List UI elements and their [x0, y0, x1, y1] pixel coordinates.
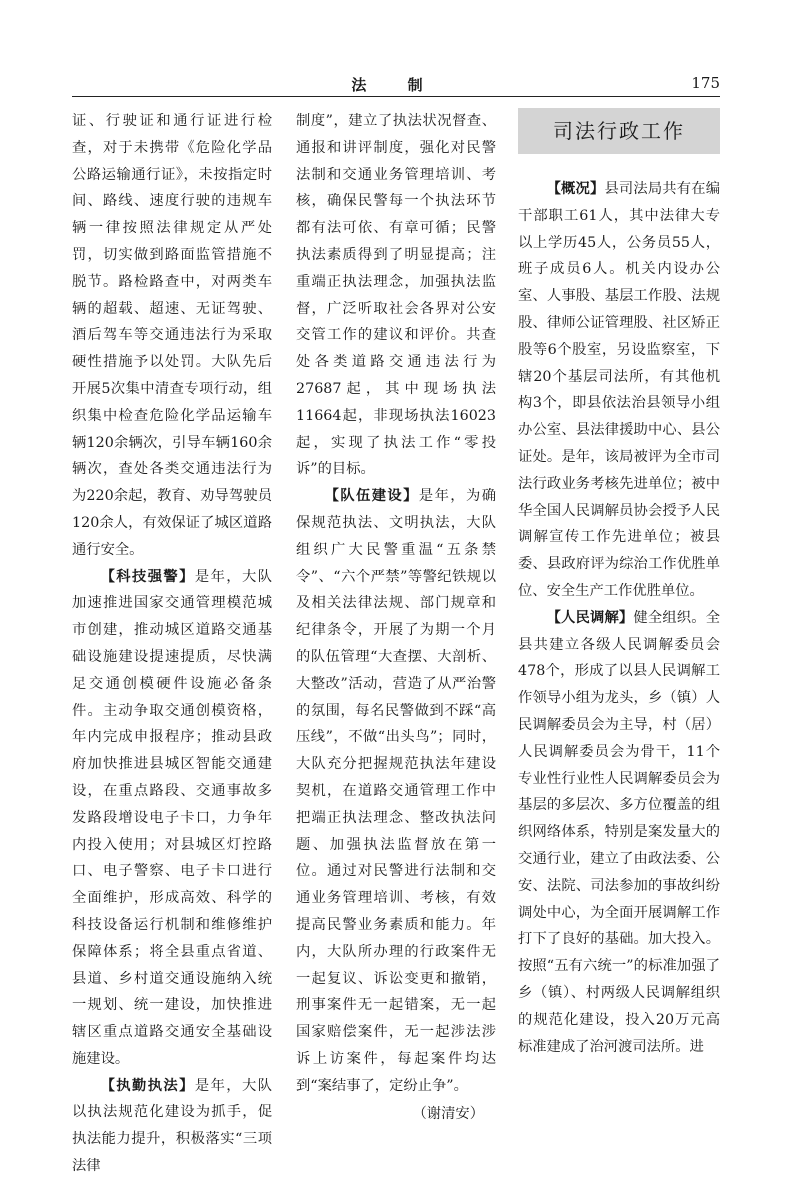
paragraph-team-building-body: 是年，为确保规范执法、文明执法，大队组织广大民警重温“五条禁令”、“六个严禁”等警纪铁规以及相关法律法规、部门规章和纪律条令，开展了为期一个月的队伍管理“大查摆、大剖析、大整改”活动，营造了从严治警的氛围，每名民警做到不踩“高压线”，不做“出头鸟”；同时，大队充分把握规范执法年建设契机，在道路交通管理工作中把端正执法理念、整改执法问题、加强执法监督放在第一位。通过对民警进行法制和交通业务管理培训、考核，有效提高民警业务素质和能力。年内，大队所办理的行政案件无一起复议、诉讼变更和撤销，刑事案件无一起错案，无一起国家赔偿案件，无一起涉法涉诉上访案件，每起案件均达到“案结事了，定纷止争”。: [296, 488, 496, 1094]
header-rule: [72, 96, 720, 97]
paragraph-tech-policing-body: 是年，大队加速推进国家交通管理模范城市创建，推动城区道路交通基础设施建设提速提质，尽快满足交通创模硬件设施必备条件。主动争取交通创模资格，年内完成申报程序；推动县政府加快推进县城区智能交通建设，在重点路段、交通事故多发路段增设电子卡口，力争年内投入使用；对县城区灯控路口、电子警察、电子卡口进行全面维护，形成高效、科学的科技设备运行机制和维修维护保障体系；将全县重点省道、县道、乡村道交通设施纳入统一规划、统一建设，加快推进辖区重点道路交通安全基础设施建设。: [72, 568, 272, 1067]
paragraph-overview: [518, 176, 720, 605]
column-middle: [296, 108, 496, 1128]
subheading-mediation: 【人民调解】: [546, 609, 634, 626]
paragraph-traffic-inspection: 证、行驶证和通行证进行检查，对于未携带《危险化学品公路运输通行证》，未按指定时间、路线、速度行驶的违规车辆一律按照法律规定从严处罚，切实做到路面监管措施不脱节。路检路查中，对两类车辆的超载、超速、无证驾驶、酒后驾车等交通违法行为采取硬性措施予以处罚。大队先后开展5次集中清查专项行动，组织集中检查危险化学品运输车辆120余辆次，引导车辆160余辆次，查处各类交通违法行为为220余起，教育、劝导驾驶员120余人，有效保证了城区道路通行安全。: [72, 113, 272, 558]
column-left: [72, 108, 272, 1180]
subheading-tech-policing: 【科技强警】: [100, 568, 195, 585]
paragraph-team-building: [296, 483, 496, 1099]
paragraph-tech-policing: [72, 564, 272, 1073]
paragraph-mediation-body: 健全组织。全县共建立各级人民调解委员会478个，形成了以县人民调解工作领导小组为龙头，乡（镇）人民调解委员会为主导，村（居）人民调解委员会为骨干，11个专业性行业性人民调解委员会为基层的多层次、多方位覆盖的组织网络体系，特别是案发量大的交通行业，建立了由政法委、公安、法院、司法参加的事故纠纷调处中心，为全面开展调解工作打下了良好的基础。加大投入。按照“五有六统一”的标准加强了乡（镇）、村两级人民调解组织的规范化建设，投入20万元高标准建成了治河渡司法所。进: [518, 609, 721, 1055]
subheading-duty-enforcement: 【执勤执法】: [100, 1077, 195, 1094]
running-header: [72, 68, 720, 94]
column-right: [518, 108, 720, 1060]
subheading-team-building: 【队伍建设】: [324, 488, 419, 505]
paragraph-duty-enforcement: [72, 1073, 272, 1180]
section-title: 司法行政工作: [518, 108, 720, 154]
paragraph-mediation: [518, 605, 720, 1061]
paragraph-overview-body: 县司法局共有在编干部职工61人，其中法律大专以上学历45人，公务员55人，班子成员6人。机关内设办公室、人事股、基层工作股、法规股、律师公证管理股、社区矫正股等6个股室，另设监察室，下辖20个基层司法所，有其他机构3个，即县依法治县领导小组办公室、县法律援助中心、县公证处。是年，该局被评为全市司法行政业务考核先进单位；被中华全国人民调解员协会授予人民调解宣传工作先进单位；被县委、县政府评为综治工作优胜单位、安全生产工作优胜单位。: [518, 181, 721, 599]
paragraph-enforcement-cont: 制度”，建立了执法状况督查、通报和讲评制度，强化对民警法制和交通业务管理培训、考核，确保民警每一个执法环节都有法可依、有章可循；民警执法素质得到了明显提高；注重端正执法理念，加强执法监督，广泛听取社会各界对公安交管工作的建议和评价。共查处各类道路交通违法行为27687起，其中现场执法11664起，非现场执法16023起，实现了执法工作“零投诉”的目标。: [296, 113, 496, 478]
author-credit: （谢清安）: [412, 1106, 484, 1123]
page-number: 175: [691, 74, 720, 92]
paragraph-duty-enforcement-body: 是年，大队以执法规范化建设为抓手，促执法能力提升，积极落实“三项法律: [72, 1077, 272, 1175]
header-title: 法 制: [351, 76, 441, 94]
subheading-overview: 【概况】: [546, 181, 605, 197]
